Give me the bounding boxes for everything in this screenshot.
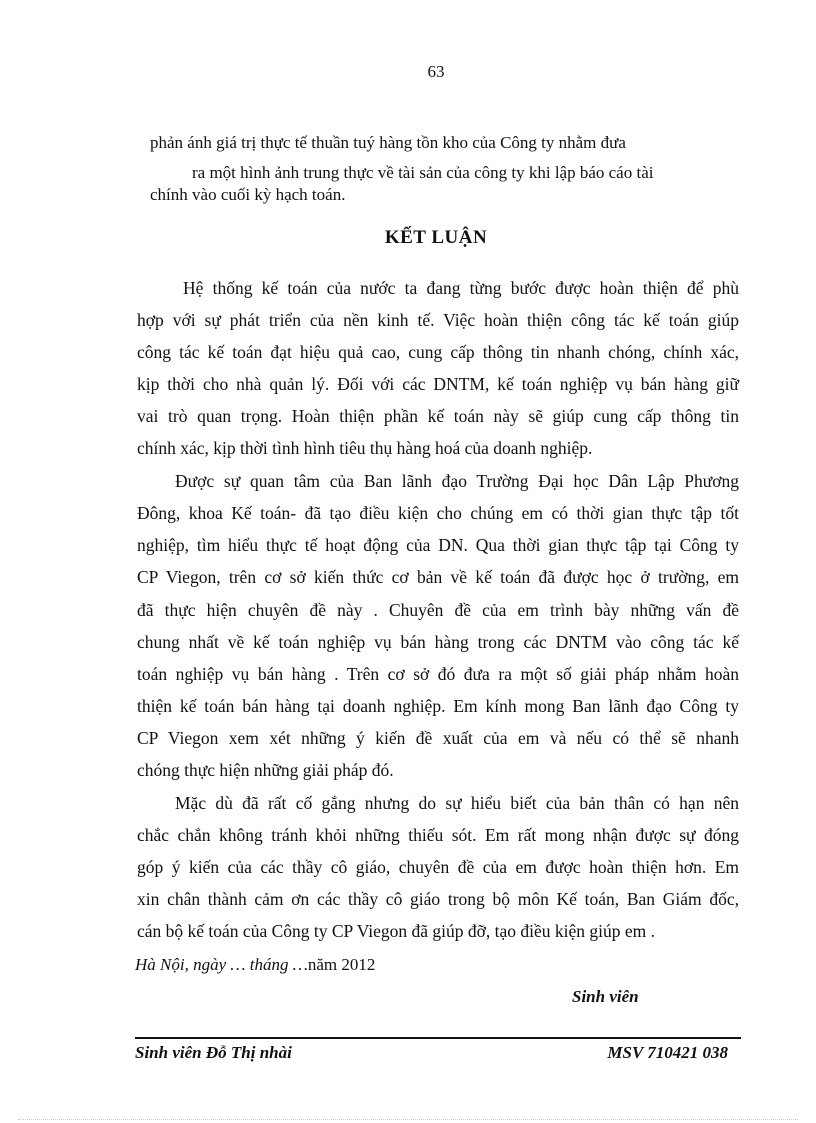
paragraph-line: CP Viegon xem xét những ý kiến đề xuất của em và nếu có thể sẽ nhanh xyxy=(137,728,739,748)
footer-rule xyxy=(135,1037,741,1039)
intro-line: ra một hình ảnh trung thực về tài sản của công ty khi lập báo cáo tài xyxy=(192,163,654,182)
paragraph-line: vai trò quan trọng. Hoàn thiện phần kế toán này sẽ giúp cung cấp thông tin xyxy=(137,406,739,426)
paragraph-line: xin chân thành cảm ơn các thầy cô giáo trong bộ môn Kế toán, Ban Giám đốc, xyxy=(137,889,739,909)
paragraph-line: hợp với sự phát triển của nền kinh tế. Việc hoàn thiện công tác kế toán giúp xyxy=(137,310,739,330)
paragraph-line: chóng thực hiện những giải pháp đó. xyxy=(137,760,394,780)
paragraph-line: nghiệp, tìm hiểu thực tế hoạt động của DN. Qua thời gian thực tập tại Công ty xyxy=(137,535,739,555)
section-heading: KẾT LUẬN xyxy=(384,227,488,248)
paragraph-line: kịp thời cho nhà quản lý. Đối với các DNTM, kế toán nghiệp vụ bán hàng giữ xyxy=(137,374,739,394)
intro-line: phản ánh giá trị thực tế thuần tuý hàng tồn kho của Công ty nhằm đưa xyxy=(150,133,626,152)
intro-line: chính vào cuối kỳ hạch toán. xyxy=(150,185,346,204)
paragraph-line: chắc chắn không tránh khỏi những thiếu sót. Em rất mong nhận được sự đóng xyxy=(137,825,739,845)
paragraph-line: Đông, khoa Kế toán- đã tạo điều kiện cho chúng em có thời gian thực tập tốt xyxy=(137,503,739,523)
paragraph-line: công tác kế toán đạt hiệu quả cao, cung cấp thông tin nhanh chóng, chính xác, xyxy=(137,342,739,362)
paragraph-line: CP Viegon, trên cơ sở kiến thức cơ bản về kế toán đã được học ở trường, em xyxy=(137,567,739,587)
paragraph-line: chung nhất về kế toán nghiệp vụ bán hàng trong các DNTM vào công tác kế xyxy=(137,632,739,652)
paragraph-line: đã thực hiện chuyên đề này . Chuyên đề của em trình bày những vấn đề xyxy=(137,600,739,620)
page-bottom-border xyxy=(18,1119,798,1120)
paragraph-line: Hệ thống kế toán của nước ta đang từng bước được hoàn thiện để phù xyxy=(183,278,739,298)
paragraph-line: Được sự quan tâm của Ban lãnh đạo Trường Đại học Dân Lập Phương xyxy=(175,471,739,491)
footer-student-id: MSV 710421 038 xyxy=(607,1043,728,1062)
page-number: 63 xyxy=(427,62,445,81)
date-line xyxy=(135,955,375,975)
paragraph-line: Mặc dù đã rất cố gắng nhưng do sự hiểu biết của bản thân có hạn nên xyxy=(175,793,739,813)
footer-student: Sinh viên Đỗ Thị nhài xyxy=(135,1043,292,1062)
date-year: năm 2012 xyxy=(307,955,376,974)
paragraph-line: chính xác, kịp thời tình hình tiêu thụ hàng hoá của doanh nghiệp. xyxy=(137,438,593,458)
date-text: Hà Nội, ngày … tháng … xyxy=(135,955,308,974)
paragraph-line: thiện kế toán bán hàng tại doanh nghiệp. Em kính mong Ban lãnh đạo Công ty xyxy=(137,696,739,716)
signature-label: Sinh viên xyxy=(572,987,639,1006)
paragraph-line: toán nghiệp vụ bán hàng . Trên cơ sở đó đưa ra một số giải pháp nhằm hoàn xyxy=(137,664,739,684)
paragraph-line: cán bộ kế toán của Công ty CP Viegon đã giúp đỡ, tạo điều kiện giúp em . xyxy=(137,921,656,941)
paragraph-line: góp ý kiến của các thầy cô giáo, chuyên đề của em được hoàn thiện hơn. Em xyxy=(137,857,739,877)
